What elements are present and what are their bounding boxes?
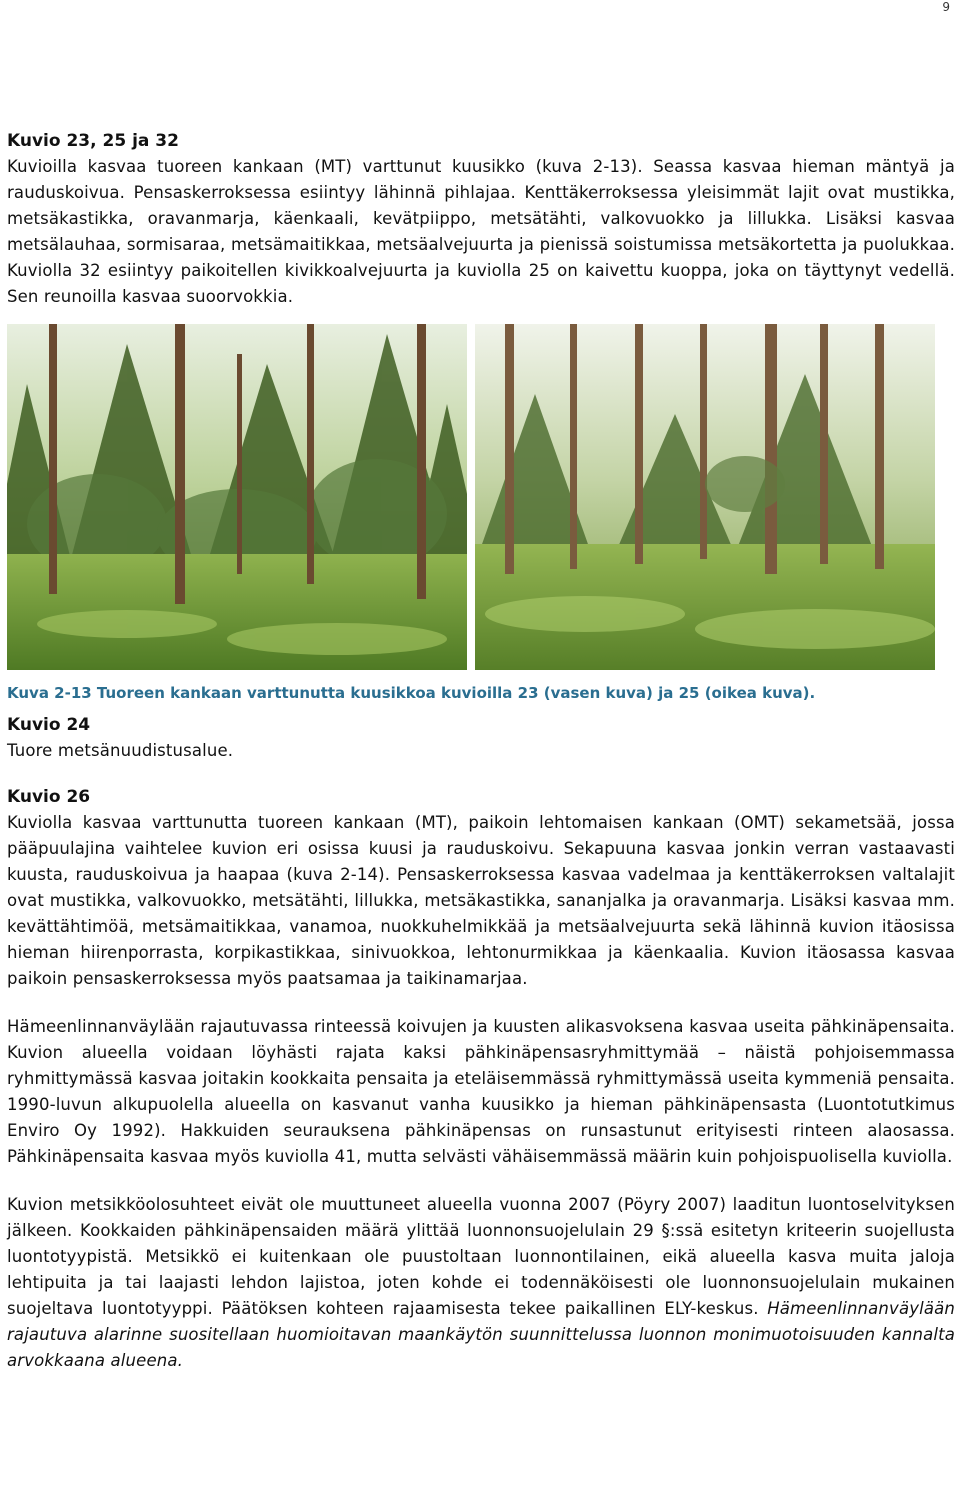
page-number: 9	[942, 0, 950, 14]
section-heading-kuvio-26: Kuvio 26	[7, 787, 91, 807]
section-heading-kuvio-23-25-32: Kuvio 23, 25 ja 32	[7, 131, 179, 151]
section-text-kuvio-23-25-32: Kuvioilla kasvaa tuoreen kankaan (MT) varttunut kuusikko (kuva 2-13). Seassa kasvaa hieman mäntyä ja rauduskoivua. Pensaskerroksessa esiintyy lähinnä pihlajaa. Kenttäkerroksessa yleisimmät lajit ovat mustikka, metsäkastikka, oravanmarja, käenkaali, kevätpiippo, metsätähti, valkovuokko ja lillukka. Lisäksi kasvaa metsälauhaa, sormisaraa, metsämaitikkaa, metsäalvejuurta ja pienissä soistumissa metsäkortetta ja puolukkaa. Kuviolla 32 esiintyy paikoitellen kivikkoalvejuurta ja kuviolla 25 on kaivettu kuoppa, joka on täyttynyt vedellä. Sen reunoilla kasvaa suoorvokkia.	[7, 157, 955, 306]
section-text-kuvio-26-p3-main: Kuvion metsikköolosuhteet eivät ole muuttuneet alueella vuonna 2007 (Pöyry 2007) laaditun luontoselvityksen jälkeen. Kookkaiden pähkinäpensaiden määrä ylittää luonnonsuojelulain 29 §:ssä esitetyn kriteerin suojellusta luontotyypistä. Metsikkö ei kuitenkaan ole puustoltaan luonnontilainen, eikä alueella kasva muita jaloja lehtipuita ja tai laajasti lehdon lajistoa, joten kohde ei todennäköisesti ole luonnonsuojelulain mukainen suojeltava luontotyyppi. Päätöksen kohteen rajaamisesta tekee paikallinen ELY-keskus.	[7, 1195, 955, 1318]
section-heading-kuvio-24: Kuvio 24	[7, 715, 91, 735]
section-text-kuvio-26-p2: Hämeenlinnanväylään rajautuvassa rinteessä koivujen ja kuusten alikasvoksena kasvaa useita pähkinäpensaita. Kuvion alueella voidaan löyhästi rajata kaksi pähkinäpensasryhmittymää – näistä pohjoisemmassa ryhmittymässä kasvaa joitakin kookkaita pensaita ja eteläisemmässä ryhmittymässä useita kymmeniä pensaita. 1990-luvun alkupuolella alueella on kasvanut vanha kuusikko ja hieman pähkinäpensasta (Luontotutkimus Enviro Oy 1992). Hakkuiden seurauksena pähkinäpensas on runsastunut erityisesti rinteen alaosassa. Pähkinäpensaita kasvaa myös kuviolla 41, mutta selvästi vähäisemmässä määrin kuin pohjoispuolisella kuviolla.	[7, 1017, 955, 1166]
section-text-kuvio-24: Tuore metsänuudistusalue.	[7, 741, 234, 760]
figure-caption: Kuva 2-13 Tuoreen kankaan varttunutta kuusikkoa kuvioilla 23 (vasen kuva) ja 25 (oikea kuva).	[7, 684, 816, 702]
section-text-kuvio-26-p3-italic: Hämeenlinnanväylään rajautuva alarinne suositellaan huomioitavan maankäytön suunnittelussa luonnon monimuotoisuuden kannalta arvokkaana alueena.	[7, 1299, 955, 1370]
photo-row	[7, 324, 935, 670]
section-text-kuvio-26-p3	[7, 1192, 955, 1374]
forest-photo-right	[475, 324, 935, 670]
document-body	[7, 128, 955, 1374]
forest-photo-left	[7, 324, 467, 670]
section-text-kuvio-26-p1: Kuviolla kasvaa varttunutta tuoreen kankaan (MT), paikoin lehtomaisen kankaan (OMT) sekametsää, jossa pääpuulajina vaihtelee kuvion eri osissa kuusi ja rauduskoivu. Sekapuuna kasvaa jonkin verran vastaavasti kuusta, rauduskoivua ja haapaa (kuva 2-14). Pensaskerroksessa kasvaa vadelmaa ja kenttäkerroksen valtalajit ovat mustikka, valkovuokko, metsätähti, lillukka, metsäkastikka, sananjalka ja oravanmarja. Lisäksi kasvaa mm. kevättähtimöä, metsämaitikkaa, vanamoa, nuokkuhelmikkää ja metsäalvejuurta sekä lähinnä kuvion itäosissa hieman hiirenporrasta, korpikastikkaa, sinivuokkoa, lehtonurmikkaa ja käenkaalia. Kuvion itäosassa kasvaa paikoin pensaskerroksessa myös paatsamaa ja taikinamarjaa.	[7, 813, 955, 988]
